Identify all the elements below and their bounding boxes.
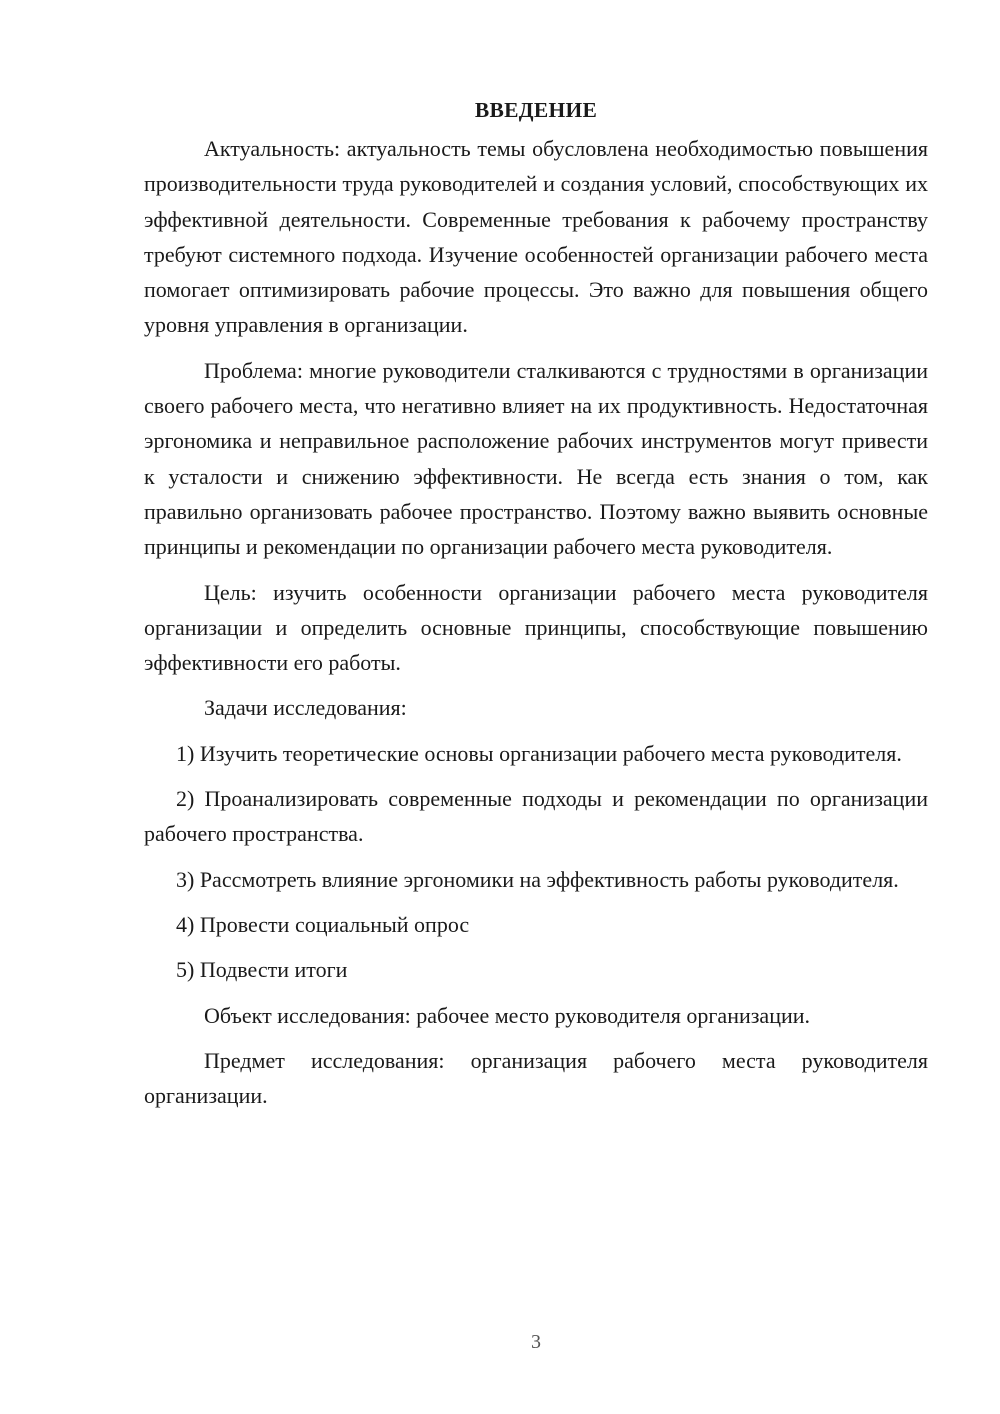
section-heading: ВВЕДЕНИЕ	[474, 98, 598, 122]
task-item-2: 2) Проанализировать современные подходы и рекомендации по организации рабочего пространства.	[144, 786, 928, 847]
relevance-paragraph: Актуальность: актуальность темы обусловлена необходимостью повышения производительности труда руководителей и создания условий, способствующих их эффективной деятельности. Современные требования к рабочему пространству требуют системного подхода. Изучение особенностей организации рабочего места помогает оптимизировать рабочие процессы. Это важно для повышения общего уровня управления в организации.	[144, 136, 928, 338]
goal-paragraph: Цель: изучить особенности организации рабочего места руководителя организации и определить основные принципы, способствующие повышению эффективности его работы.	[144, 579, 928, 676]
task-item-1: 1) Изучить теоретические основы организации рабочего места руководителя.	[176, 740, 902, 766]
task-item-5: 5) Подвести итоги	[176, 957, 348, 983]
subject-paragraph: Предмет исследования: организация рабочего места руководителя организации.	[144, 1047, 928, 1109]
page-number: 3	[531, 1331, 541, 1353]
tasks-title: Задачи исследования:	[204, 695, 407, 721]
task-item-3: 3) Рассмотреть влияние эргономики на эффективность работы руководителя.	[176, 866, 899, 892]
problem-paragraph: Проблема: многие руководители сталкиваются с трудностями в организации своего рабочего места, что негативно влияет на их продуктивность. Недостаточная эргономика и неправильное расположение рабочих инструментов могут привести к усталости и снижению эффективности. Не всегда есть знания о том, как правильно организовать рабочее пространство. Поэтому важно выявить основные принципы и рекомендации по организации рабочего места руководителя.	[144, 357, 928, 560]
page-content	[144, 92, 928, 1123]
task-item-4: 4) Провести социальный опрос	[176, 911, 470, 937]
object-paragraph: Объект исследования: рабочее место руководителя организации.	[204, 1002, 811, 1028]
